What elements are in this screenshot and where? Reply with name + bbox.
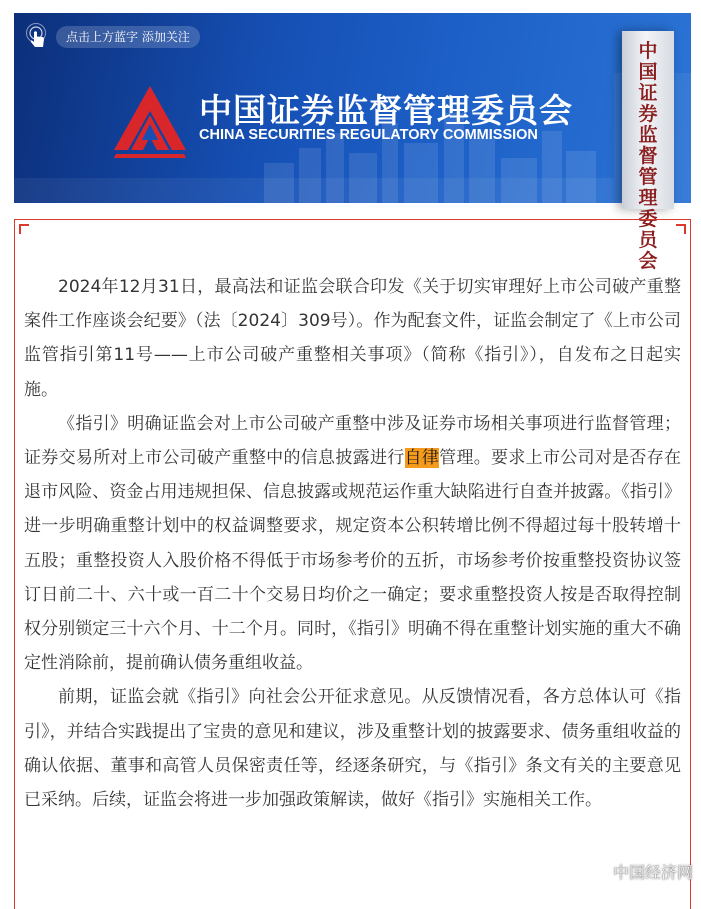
highlighted-term: 自律 — [404, 448, 440, 469]
csrc-logo-icon — [112, 84, 188, 160]
paragraph-2 — [24, 407, 681, 681]
org-title-cn: 中国证券监督管理委员会 — [199, 91, 573, 130]
plaque-text: 中国证券监督管理委员会 — [638, 40, 658, 272]
frame-corner-top-right — [676, 224, 686, 234]
weibo-icon — [585, 862, 609, 882]
paragraph-3: 前期，证监会就《指引》向社会公开征求意见。从反馈情况看，各方总体认可《指引》，并结合实践提出了宝贵的意见和建议，涉及重整计划的披露要求、债务重组收益的确认依据、董事和高管人员保密责任等，经逐条研究，与《指引》条文有关的主要意见已采纳。后续，证监会将进一步加强政策解读，做好《指引》实施相关工作。 — [24, 687, 681, 811]
header-banner — [14, 13, 691, 272]
frame-corner-top-left — [19, 224, 29, 234]
paragraph-1: 2024年12月31日，最高法和证监会联合印发《关于切实审理好上市公司破产重整案件工作座谈会纪要》（法〔2024〕309号）。作为配套文件，证监会制定了《上市公司监管指引第11号——上市公司破产重整相关事项》（简称《指引》），自发布之日起实施。 — [24, 277, 681, 400]
hand-tap-icon — [24, 24, 50, 50]
follow-tip-label: 点击上方蓝字 添加关注 — [56, 26, 200, 48]
source-watermark — [585, 860, 693, 883]
watermark-text: 中国经济网 — [612, 863, 693, 882]
org-title-en: CHINA SECURITIES REGULATORY COMMISSION — [199, 127, 538, 143]
paragraph-2-part-a: 《指引》明确证监会对上市公司破产重整中涉及证券市场相关事项进行监督管理；证券交易所对上市公司破产重整中的信息披露进行 — [24, 413, 681, 469]
article-body — [24, 270, 681, 817]
follow-tip[interactable] — [24, 24, 200, 50]
paragraph-2-part-b: 管理。要求上市公司对是否存在退市风险、资金占用违规担保、信息披露或规范运作重大缺陷进行自查并披露。《指引》进一步明确重整计划中的权益调整要求，规定资本公积转增比例不得超过每十股转增十五股；重整投资人入股价格不得低于市场参考价的五折，市场参考价按重整投资协议签订日前二十、六十或一百二十个交易日均价之一确定；要求重整投资人按是否取得控制权分别锁定三十六个月、十二个月。同时，《指引》明确不得在重整计划实施的重大不确定性消除前，提前确认债务重组收益。 — [24, 448, 682, 674]
building-plaque — [622, 31, 674, 272]
